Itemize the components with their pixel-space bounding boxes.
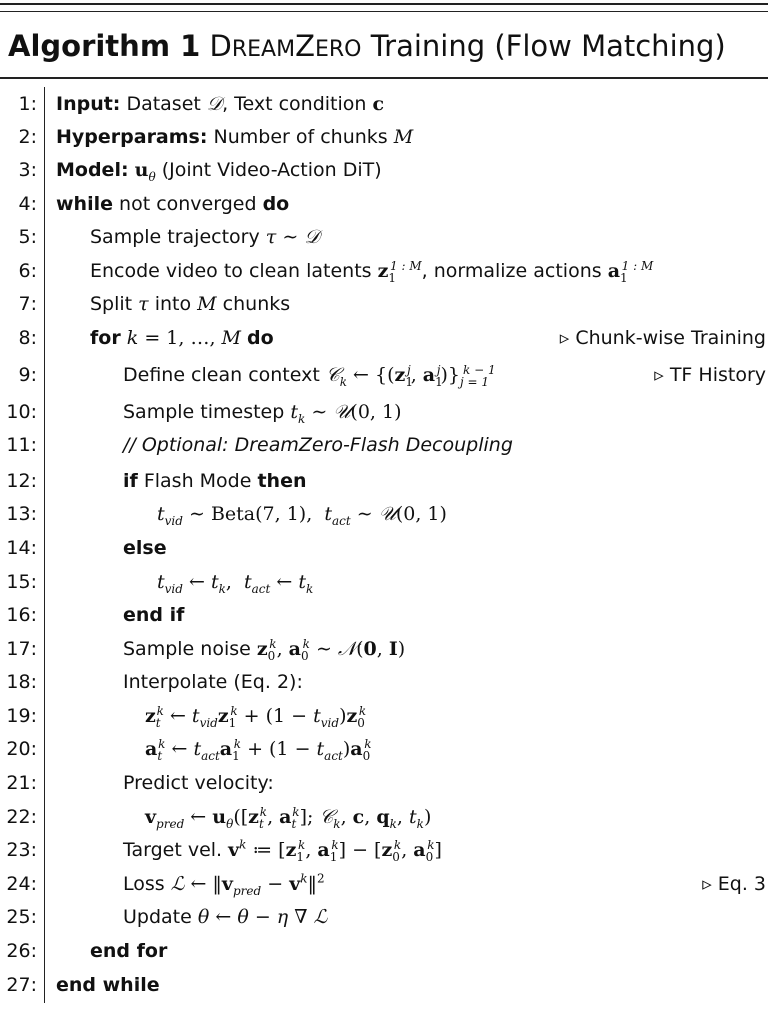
- line-number: 7:: [18, 293, 37, 315]
- algo-line-25: [0, 901, 768, 933]
- line-body: end while: [56, 974, 160, 996]
- line-number: 14:: [6, 537, 37, 559]
- line-body: while not converged do: [56, 193, 290, 215]
- algo-line-2: [0, 121, 768, 153]
- line-body: Sample trajectory τ ∼ 𝒟: [90, 226, 320, 248]
- algo-line-11: [0, 429, 768, 461]
- line-body: if Flash Mode then: [123, 470, 307, 492]
- algo-line-8: [0, 322, 768, 354]
- line-number: 8:: [18, 327, 37, 349]
- line-number: 20:: [6, 738, 37, 760]
- algo-line-14: [0, 532, 768, 564]
- line-body: else: [123, 537, 167, 559]
- algorithm-label: Algorithm 1: [8, 29, 201, 63]
- line-comment: ▹ Eq. 3: [702, 873, 766, 895]
- line-number: 22:: [6, 806, 37, 828]
- line-number: 6:: [18, 260, 37, 282]
- line-number: 3:: [18, 159, 37, 181]
- algo-line-4: [0, 188, 768, 220]
- algorithm-title: [8, 26, 726, 70]
- line-number: 18:: [6, 671, 37, 693]
- line-number: 1:: [18, 93, 37, 115]
- line-number: 25:: [6, 906, 37, 928]
- algo-line-1: [0, 88, 768, 120]
- algo-line-26: [0, 935, 768, 967]
- algo-line-19: [0, 700, 768, 732]
- algo-line-9: [0, 359, 768, 391]
- line-body: for k = 1, …, M do: [90, 327, 274, 349]
- line-number: 21:: [6, 772, 37, 794]
- line-body: Loss ℒ ← $‖v_{pred}$ − $v^k‖^2$: [123, 871, 325, 898]
- line-comment: ▹ TF History: [654, 364, 766, 386]
- line-number: 27:: [6, 974, 37, 996]
- algo-line-22: [0, 801, 768, 833]
- line-body: Hyperparams: Number of chunks M: [56, 126, 414, 148]
- line-number: 11:: [6, 434, 37, 456]
- algo-line-15: [0, 566, 768, 598]
- line-number: 12:: [6, 470, 37, 492]
- line-number: 16:: [6, 604, 37, 626]
- line-number: 19:: [6, 705, 37, 727]
- algo-line-23: [0, 834, 768, 866]
- algo-line-18: [0, 666, 768, 698]
- line-body: Input: Dataset 𝒟, Text condition c: [56, 93, 385, 115]
- line-number: 10:: [6, 401, 37, 423]
- line-number: 13:: [6, 503, 37, 525]
- algo-line-21: [0, 767, 768, 799]
- line-body: Predict velocity:: [123, 772, 274, 794]
- algorithm-name: DREAMZERO: [209, 29, 362, 63]
- line-body: end if: [123, 604, 185, 626]
- algo-line-10: [0, 396, 768, 428]
- line-body: end for: [90, 940, 168, 962]
- line-body: $v_{pred}$ ← $u_\theta([z_t^k$, $a_t^k$]; 𝒞$_k$, c, $q_k$, $t_k$): [145, 804, 432, 831]
- line-body: $t_{vid}$ ← $t_k$, $t_{act}$ ← $t_k$: [157, 571, 314, 596]
- algo-line-20: [0, 733, 768, 765]
- line-number: 26:: [6, 940, 37, 962]
- line-body: $t_{vid}$ ∼ Beta(7, 1), $t_{act}$ ∼ 𝒰(0, 1): [157, 503, 447, 528]
- algo-line-5: [0, 221, 768, 253]
- algo-line-12: [0, 465, 768, 497]
- line-number: 23:: [6, 839, 37, 861]
- line-body: Interpolate (Eq. 2):: [123, 671, 303, 693]
- line-body-comment: // Optional: DreamZero-Flash Decoupling: [123, 434, 513, 456]
- algo-line-16: [0, 599, 768, 631]
- line-number: 24:: [6, 873, 37, 895]
- line-body: Sample timestep $t_k$ ∼ 𝒰(0, 1): [123, 401, 402, 426]
- line-body: Define clean context 𝒞$_k$ ← {($z_1^j$, $a_1^j)\}_{j = 1}^{k - 1}$: [123, 362, 496, 389]
- line-body: Sample noise $z_0^k$, $a_0^k$ ∼ 𝒩(0, I): [123, 636, 406, 663]
- title-rule: [0, 77, 768, 79]
- line-number: 5:: [18, 226, 37, 248]
- line-comment: ▹ Chunk-wise Training: [559, 327, 766, 349]
- line-body: $a_t^k$ ← $t_{act}a_1^k + (1 - t_{act})a_0^k$: [145, 736, 372, 763]
- algorithm-subtitle: Training (Flow Matching): [361, 29, 726, 63]
- line-body: $z_t^k$ ← $t_{vid}z_1^k + (1 - t_{vid})z_0^k$: [145, 703, 367, 730]
- line-body: Split τ into M chunks: [90, 293, 291, 315]
- line-number: 15:: [6, 571, 37, 593]
- top-rule-thick: [0, 3, 768, 5]
- algo-line-17: [0, 633, 768, 665]
- line-body: Model: $u_\theta$ (Joint Video-Action DiT): [56, 159, 382, 184]
- line-body: Update θ ← θ − η ∇ ℒ: [123, 906, 328, 928]
- algo-line-6: [0, 255, 768, 287]
- algo-line-24: [0, 868, 768, 900]
- algo-line-13: [0, 498, 768, 530]
- line-body: Encode video to clean latents $z_1^{1 : M}$, normalize actions $a_1^{1 : M}$: [90, 258, 654, 285]
- algo-line-27: [0, 969, 768, 1001]
- line-number: 4:: [18, 193, 37, 215]
- line-number: 17:: [6, 638, 37, 660]
- line-number: 2:: [18, 126, 37, 148]
- algo-line-3: [0, 154, 768, 186]
- line-body: Target vel. $v^k$ ≔ [$z_1^k$, $a_1^k] - [z_0^k$, $a_0^k$]: [123, 837, 442, 864]
- algo-line-7: [0, 288, 768, 320]
- top-rule-thin: [0, 11, 768, 12]
- line-number: 9:: [18, 364, 37, 386]
